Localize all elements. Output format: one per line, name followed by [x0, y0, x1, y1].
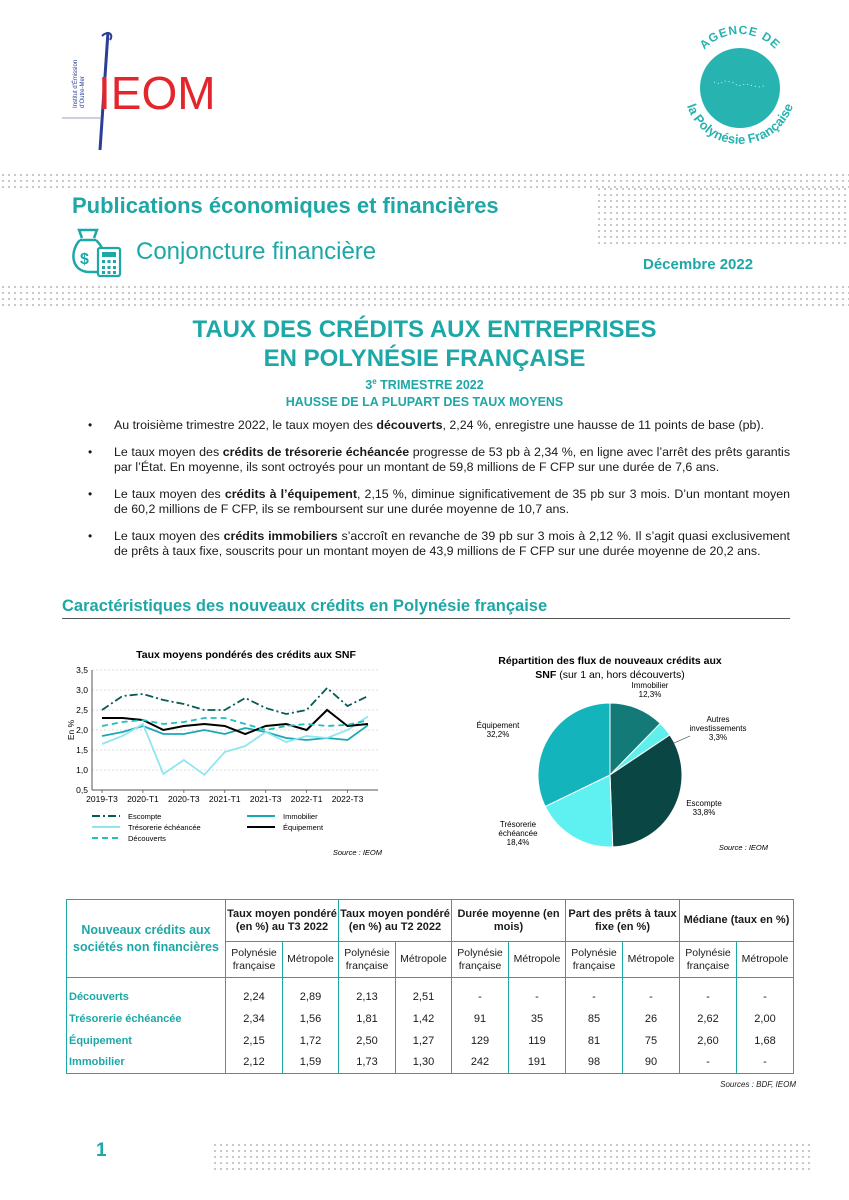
pie-label-name: Escompte [686, 799, 722, 808]
y-tick-label: 2,5 [76, 705, 88, 715]
table-cell: 1,59 [283, 1052, 339, 1074]
table-cell: - [680, 1052, 737, 1074]
table-row-label: Découverts [67, 978, 226, 1008]
x-tick-label: 2020-T1 [127, 794, 159, 804]
table-cell: - [452, 978, 509, 1008]
dotted-band-footer [212, 1142, 812, 1170]
table-cell: 26 [623, 1008, 680, 1030]
table-cell: - [680, 978, 737, 1008]
quarter-number: 3 [365, 378, 373, 393]
agence-logo-top: AGENCE DE [696, 22, 784, 52]
table-cell: 1,56 [283, 1008, 339, 1030]
pie-chart-title-line1: Répartition des flux de nouveaux crédits aux [498, 655, 722, 667]
table-subheader-metropole: Métropole [737, 942, 794, 978]
legend-label: Équipement [283, 823, 324, 832]
table-corner-header: Nouveaux crédits aux sociétés non financières [67, 900, 226, 978]
pie-label-name: échéancée [498, 829, 538, 838]
publication-date: Décembre 2022 [643, 256, 754, 273]
table-cell: 2,51 [396, 978, 452, 1008]
table-cell: 2,89 [283, 978, 339, 1008]
credits-table [66, 899, 794, 1074]
line-chart-title: Taux moyens pondérés des crédits aux SNF [136, 649, 356, 661]
table-cell: 1,27 [396, 1030, 452, 1052]
pie-label-name: Autres [706, 715, 730, 724]
bullet-dot-icon: • [88, 444, 93, 459]
pie-label-value: 33,8% [692, 808, 716, 817]
page-number: 1 [96, 1140, 107, 1161]
table-subheader-metropole: Métropole [283, 942, 339, 978]
publication-title: Publications économiques et financières [72, 191, 505, 221]
pie-chart-title-line2: SNF (sur 1 an, hors découverts) [535, 669, 685, 681]
table-subheader-polynesie: Polynésie française [339, 942, 396, 978]
dotted-band-right [596, 186, 849, 248]
pie-label-value: 12,3% [638, 690, 662, 699]
legend-label: Escompte [128, 812, 162, 821]
section-divider [62, 618, 790, 619]
y-tick-label: 2,0 [76, 725, 88, 735]
table-cell: 1,72 [283, 1030, 339, 1052]
x-tick-label: 2020-T3 [168, 794, 200, 804]
ieom-logo [62, 30, 222, 150]
table-row-label: Trésorerie échéancée [67, 1008, 226, 1030]
y-tick-label: 3,5 [76, 665, 88, 675]
table-cell: 2,34 [226, 1008, 283, 1030]
table-cell: 85 [566, 1008, 623, 1030]
bullet-item: • Le taux moyen des crédits immobiliers s’accroît en revanche de 39 pb sur 3 mois à 2,12 %. Il s’agit quasi exclusivement de prêts à taux fixe, souscrits pour un montant moyen de 43,9 millions de F CFP sur une durée moyenne de 20,2 ans. [88, 528, 790, 558]
line-chart-ylabel: En % [66, 719, 76, 741]
table-cell: 2,15 [226, 1030, 283, 1052]
bullet-item: • Au troisième trimestre 2022, le taux moyen des découverts, 2,24 %, enregistre une hausse de 11 points de base (pb). [88, 418, 764, 432]
quarter-rest: TRIMESTRE 2022 [376, 378, 484, 393]
line-chart [60, 644, 390, 860]
table-cell: - [737, 978, 794, 1008]
table-row [67, 1030, 794, 1052]
table-group-header: Durée moyenne (en mois) [452, 900, 566, 942]
quarter-sup: e [372, 377, 377, 386]
pie-label-value: 32,2% [486, 730, 510, 739]
bullet-dot-icon: • [88, 486, 93, 501]
pie-label-value: 3,3% [708, 733, 728, 742]
table-cell: 2,12 [226, 1052, 283, 1074]
table-cell: 2,62 [680, 1008, 737, 1030]
table-sources: Sources : BDF, IEOM [720, 1080, 796, 1089]
dotted-band-bottom [0, 284, 849, 308]
table-group-header: Médiane (taux en %) [680, 900, 794, 942]
table-group-header: Part des prêts à taux fixe (en %) [566, 900, 680, 942]
table-row [67, 1052, 794, 1074]
x-tick-label: 2022-T1 [290, 794, 323, 804]
ieom-logo-text: IEOM [98, 67, 216, 119]
agence-polynesie-logo [664, 12, 816, 164]
table-cell: 1,68 [737, 1030, 794, 1052]
table-cell: 90 [623, 1052, 680, 1074]
legend-label: Immobilier [283, 812, 318, 821]
table-group-header: Taux moyen pondéré (en %) au T2 2022 [339, 900, 452, 942]
table-cell: 242 [452, 1052, 509, 1074]
table-subheader-polynesie: Polynésie française [226, 942, 283, 978]
table-subheader-polynesie: Polynésie française [566, 942, 623, 978]
table-cell: 191 [509, 1052, 566, 1074]
table-cell: 2,50 [339, 1030, 396, 1052]
line-chart-source: Source : IEOM [332, 848, 382, 857]
ieom-logo-small-1: Institut d'Émission [73, 59, 79, 108]
table-cell: - [623, 978, 680, 1008]
quarter-subtitle [0, 377, 849, 392]
svg-text:AGENCE DE [697, 23, 784, 52]
bullet-item: • Le taux moyen des crédits à l’équipement, 2,15 %, diminue significativement de 35 pb sur 3 mois. D’un montant moyen de 60,2 millions de F CFP, ils se remboursent sur une durée moyenne de 10,7 ans. [88, 486, 790, 516]
table-cell: 35 [509, 1008, 566, 1030]
series-line-3 [102, 710, 368, 734]
pie-label-name: Immobilier [631, 681, 669, 690]
pie-label-name: Équipement [476, 721, 520, 730]
agence-logo-bottom: la Polynésie Française [684, 101, 797, 148]
table-row-label: Équipement [67, 1030, 226, 1052]
table-cell: 2,13 [339, 978, 396, 1008]
pie-label-name: investissements [689, 724, 747, 733]
bullet-item: • Le taux moyen des crédits de trésorerie échéancée progresse de 53 pb à 2,34 %, en ligne avec l’arrêt des prêts garantis par l’État. En moyenne, ils sont octroyés pour un montant de 59,8 millions de F CFP sur une durée de 7,6 ans. [88, 444, 791, 474]
table-cell: 2,60 [680, 1030, 737, 1052]
bullet-dot-icon: • [88, 418, 93, 432]
table-cell: 1,73 [339, 1052, 396, 1074]
pie-label-name: Trésorerie [499, 820, 537, 829]
x-tick-label: 2021-T3 [249, 794, 282, 804]
pie-chart [460, 648, 780, 860]
table-cell: 98 [566, 1052, 623, 1074]
table-subheader-polynesie: Polynésie française [452, 942, 509, 978]
table-cell: 129 [452, 1030, 509, 1052]
table-cell: 81 [566, 1030, 623, 1052]
table-cell: 1,42 [396, 1008, 452, 1030]
x-tick-label: 2019-T3 [86, 794, 118, 804]
table-cell: 75 [623, 1030, 680, 1052]
table-cell: - [737, 1052, 794, 1074]
series-line-2 [102, 716, 368, 774]
table-row [67, 978, 794, 1008]
pie-label-value: 18,4% [506, 838, 530, 847]
x-tick-label: 2021-T1 [208, 794, 241, 804]
table-subheader-metropole: Métropole [509, 942, 566, 978]
table-group-header: Taux moyen pondéré (en %) au T3 2022 [226, 900, 339, 942]
bullet-dot-icon: • [88, 528, 93, 543]
y-tick-label: 1,5 [76, 745, 88, 755]
headline-subtitle: HAUSSE DE LA PLUPART DES TAUX MOYENS [285, 395, 564, 409]
money-bag-calculator-icon [68, 226, 124, 278]
bullet-list [82, 418, 790, 571]
table-cell: 1,30 [396, 1052, 452, 1074]
table-row-label: Immobilier [67, 1052, 226, 1074]
y-tick-label: 0,5 [76, 785, 88, 795]
legend-label: Trésorerie échéancée [128, 823, 201, 832]
main-title-line2: EN POLYNÉSIE FRANÇAISE [263, 345, 586, 372]
table-cell: 1,81 [339, 1008, 396, 1030]
legend-label: Découverts [128, 834, 166, 843]
table-cell: 2,00 [737, 1008, 794, 1030]
table-subheader-polynesie: Polynésie française [680, 942, 737, 978]
table-cell: - [566, 978, 623, 1008]
table-cell: 2,24 [226, 978, 283, 1008]
svg-text:$: $ [80, 251, 89, 268]
table-cell: 91 [452, 1008, 509, 1030]
ieom-logo-small-2: d'Outre-Mer [80, 76, 86, 108]
y-tick-label: 3,0 [76, 685, 88, 695]
pie-chart-source: Source : IEOM [718, 843, 768, 852]
table-row [67, 1008, 794, 1030]
table-cell: - [509, 978, 566, 1008]
x-tick-label: 2022-T3 [331, 794, 364, 804]
characteristics-section-title: Caractéristiques des nouveaux crédits en Polynésie française [62, 597, 548, 615]
table-subheader-metropole: Métropole [623, 942, 680, 978]
section-title: Conjoncture financière [136, 238, 377, 265]
table-subheader-metropole: Métropole [396, 942, 452, 978]
y-tick-label: 1,0 [76, 765, 88, 775]
table-cell: 119 [509, 1030, 566, 1052]
main-title-line1: TAUX DES CRÉDITS AUX ENTREPRISES [192, 316, 657, 343]
